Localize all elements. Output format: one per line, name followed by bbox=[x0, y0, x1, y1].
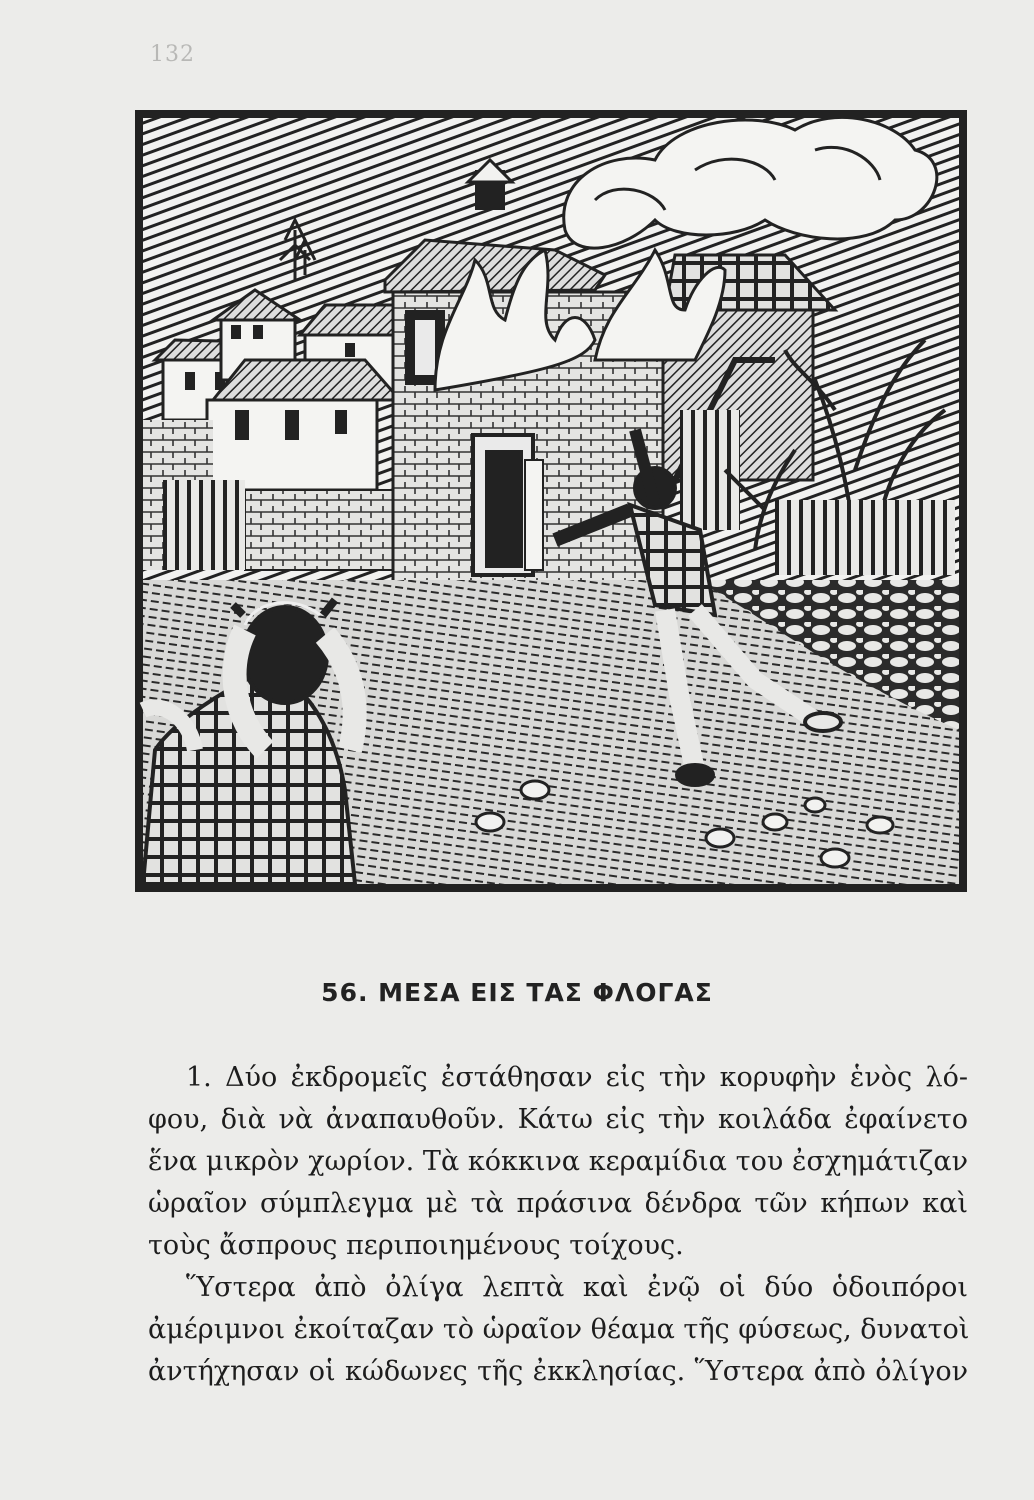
text-line: 1. Δύο ἐκδρομεῖς ἐστάθησαν εἰς τὴν κορυφὴν ἑνὸς λό- bbox=[186, 1062, 968, 1093]
text-line: ἕνα μικρὸν χωρίον. Τὰ κόκκινα κεραμίδια του ἐσχημάτιζαν bbox=[148, 1146, 968, 1177]
text-line: φου, διὰ νὰ ἀναπαυθοῦν. Κάτω εἰς τὴν κοιλάδα ἐφαίνετο bbox=[148, 1104, 968, 1135]
text-line: τοὺς ἄσπρους περιποιημένους τοίχους. bbox=[148, 1230, 684, 1261]
chapter-title: 56. ΜΕΣΑ ΕΙΣ ΤΑΣ ΦΛΟΓΑΣ bbox=[321, 978, 713, 1007]
text-line: Ὕστερα ἀπὸ ὀλίγα λεπτὰ καὶ ἐνῷ οἱ δύο ὁδοιπόροι bbox=[186, 1272, 968, 1303]
text-line: ὡραῖον σύμπλεγμα μὲ τὰ πράσινα δένδρα τῶν κήπων καὶ bbox=[148, 1188, 968, 1219]
page-number: 132 bbox=[150, 42, 195, 67]
text-line: ἀμέριμνοι ἐκοίταζαν τὸ ὡραῖον θέαμα τῆς φύσεως, δυνατοὶ bbox=[148, 1314, 970, 1345]
woodcut-illustration bbox=[135, 110, 967, 892]
text-line: ἀντήχησαν οἱ κώδωνες τῆς ἐκκλησίας. Ὕστερα ἀπὸ ὀλίγον bbox=[148, 1356, 968, 1387]
